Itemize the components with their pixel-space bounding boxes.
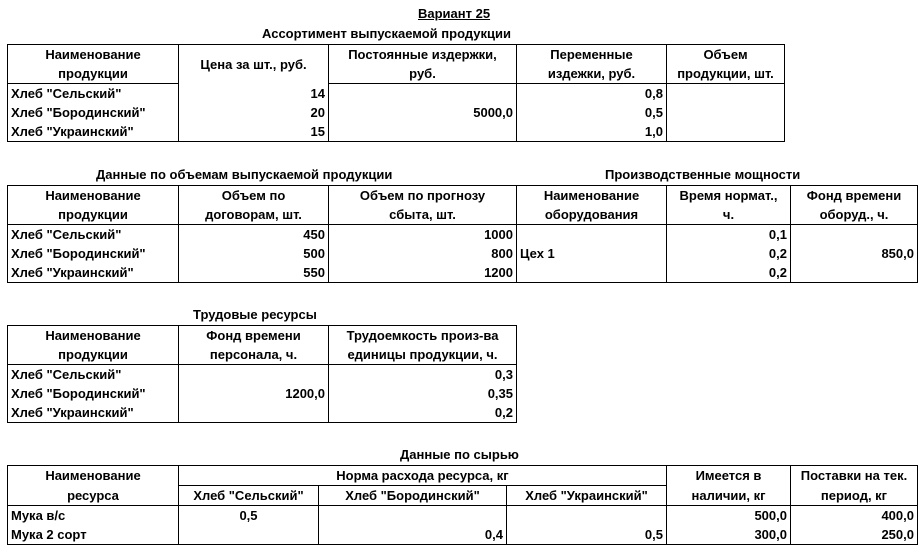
price-cell: 14 xyxy=(179,84,329,104)
cap-header-equipment-1: Наименование xyxy=(517,186,667,206)
product-name: Хлеб "Сельский" xyxy=(8,84,179,104)
labor-fund-cell: 1200,0 xyxy=(179,365,329,423)
mat-header-product-3: Хлеб "Украинский" xyxy=(507,486,667,506)
table-row xyxy=(8,263,918,283)
product-name: Хлеб "Бородинский" xyxy=(8,384,179,403)
labor-title: Трудовые ресурсы xyxy=(193,307,317,322)
labor-table xyxy=(7,325,517,423)
contract-cell: 450 xyxy=(179,225,329,245)
variable-cell: 0,5 xyxy=(517,103,667,122)
table-row xyxy=(8,506,918,526)
variable-cell: 0,8 xyxy=(517,84,667,104)
vol-header-contract-1: Объем по xyxy=(179,186,329,206)
supply-cell: 400,0 xyxy=(791,506,918,526)
fund-cell: 850,0 xyxy=(791,225,918,283)
labor-header-name-1: Наименование xyxy=(8,326,179,346)
table-row xyxy=(8,525,918,545)
fixed-cell xyxy=(329,122,517,142)
volume-cell xyxy=(667,84,785,104)
header-name-1: Наименование xyxy=(8,45,179,65)
resource-name: Мука в/с xyxy=(8,506,179,526)
product-name: Хлеб "Украинский" xyxy=(8,403,179,423)
vol-header-name-2: продукции xyxy=(8,205,179,225)
contract-cell: 500 xyxy=(179,244,329,263)
header-price: Цена за шт., руб. xyxy=(179,45,329,84)
norm-cell: 0,5 xyxy=(179,506,319,526)
contract-cell: 550 xyxy=(179,263,329,283)
product-name: Хлеб "Украинский" xyxy=(8,122,179,142)
materials-table xyxy=(7,465,918,545)
mat-header-name-1: Наименование xyxy=(8,466,179,486)
mat-header-supply-1: Поставки на тек. xyxy=(791,466,918,486)
labor-header-intensity-2: единицы продукции, ч. xyxy=(329,345,517,365)
header-variable-1: Переменные xyxy=(517,45,667,65)
variant-title: Вариант 25 xyxy=(418,6,491,21)
vol-header-forecast-2: сбыта, шт. xyxy=(329,205,517,225)
header-fixed-2: руб. xyxy=(329,64,517,84)
norm-cell xyxy=(319,506,507,526)
supply-cell: 250,0 xyxy=(791,525,918,545)
intensity-cell: 0,2 xyxy=(329,403,517,423)
norm-time-cell: 0,2 xyxy=(667,263,791,283)
mat-header-name-2: ресурса xyxy=(8,486,179,506)
table-row xyxy=(8,225,918,245)
variable-cell: 1,0 xyxy=(517,122,667,142)
volume-cell xyxy=(667,122,785,142)
forecast-cell: 1000 xyxy=(329,225,517,245)
forecast-cell: 800 xyxy=(329,244,517,263)
product-name: Хлеб "Сельский" xyxy=(8,365,179,385)
table-row xyxy=(8,365,517,385)
header-variable-2: издежки, руб. xyxy=(517,64,667,84)
norm-cell: 0,5 xyxy=(507,525,667,545)
intensity-cell: 0,35 xyxy=(329,384,517,403)
price-cell: 15 xyxy=(179,122,329,142)
cap-header-norm-1: Время нормат., xyxy=(667,186,791,206)
labor-header-intensity-1: Трудоемкость произ-ва xyxy=(329,326,517,346)
mat-header-norm: Норма расхода ресурса, кг xyxy=(179,466,667,486)
norm-time-cell: 0,1 xyxy=(667,225,791,245)
labor-header-name-2: продукции xyxy=(8,345,179,365)
product-name: Хлеб "Бородинский" xyxy=(8,244,179,263)
fixed-cell xyxy=(329,84,517,104)
product-name: Хлеб "Бородинский" xyxy=(8,103,179,122)
cap-header-equipment-2: оборудования xyxy=(517,205,667,225)
price-cell: 20 xyxy=(179,103,329,122)
table-row xyxy=(8,103,785,122)
table-row xyxy=(8,122,785,142)
resource-name: Мука 2 сорт xyxy=(8,525,179,545)
mat-header-available-1: Имеется в xyxy=(667,466,791,486)
header-volume-1: Объем xyxy=(667,45,785,65)
vol-header-contract-2: договорам, шт. xyxy=(179,205,329,225)
mat-header-product-2: Хлеб "Бородинский" xyxy=(319,486,507,506)
forecast-cell: 1200 xyxy=(329,263,517,283)
volumes-capacity-table xyxy=(7,185,918,283)
volume-cell xyxy=(667,103,785,122)
volumes-title: Данные по объемам выпускаемой продукции xyxy=(96,167,393,182)
labor-header-fund-1: Фонд времени xyxy=(179,326,329,346)
assortment-table xyxy=(7,44,785,142)
mat-header-product-1: Хлеб "Сельский" xyxy=(179,486,319,506)
vol-header-forecast-1: Объем по прогнозу xyxy=(329,186,517,206)
norm-time-cell: 0,2 xyxy=(667,244,791,263)
cap-header-fund-1: Фонд времени xyxy=(791,186,918,206)
header-fixed-1: Постоянные издержки, xyxy=(329,45,517,65)
labor-header-fund-2: персонала, ч. xyxy=(179,345,329,365)
norm-cell xyxy=(179,525,319,545)
available-cell: 500,0 xyxy=(667,506,791,526)
equipment-cell: Цех 1 xyxy=(517,225,667,283)
intensity-cell: 0,3 xyxy=(329,365,517,385)
header-name-2: продукции xyxy=(8,64,179,84)
product-name: Хлеб "Сельский" xyxy=(8,225,179,245)
table-row xyxy=(8,84,785,104)
assortment-title: Ассортимент выпускаемой продукции xyxy=(262,26,511,41)
table-row xyxy=(8,244,918,263)
materials-title: Данные по сырью xyxy=(400,447,519,462)
norm-cell xyxy=(507,506,667,526)
header-volume-2: продукции, шт. xyxy=(667,64,785,84)
fixed-cell: 5000,0 xyxy=(329,103,517,122)
available-cell: 300,0 xyxy=(667,525,791,545)
cap-header-fund-2: оборуд., ч. xyxy=(791,205,918,225)
vol-header-name-1: Наименование xyxy=(8,186,179,206)
capacity-title: Производственные мощности xyxy=(605,167,801,182)
norm-cell: 0,4 xyxy=(319,525,507,545)
mat-header-available-2: наличии, кг xyxy=(667,486,791,506)
product-name: Хлеб "Украинский" xyxy=(8,263,179,283)
mat-header-supply-2: период, кг xyxy=(791,486,918,506)
cap-header-norm-2: ч. xyxy=(667,205,791,225)
